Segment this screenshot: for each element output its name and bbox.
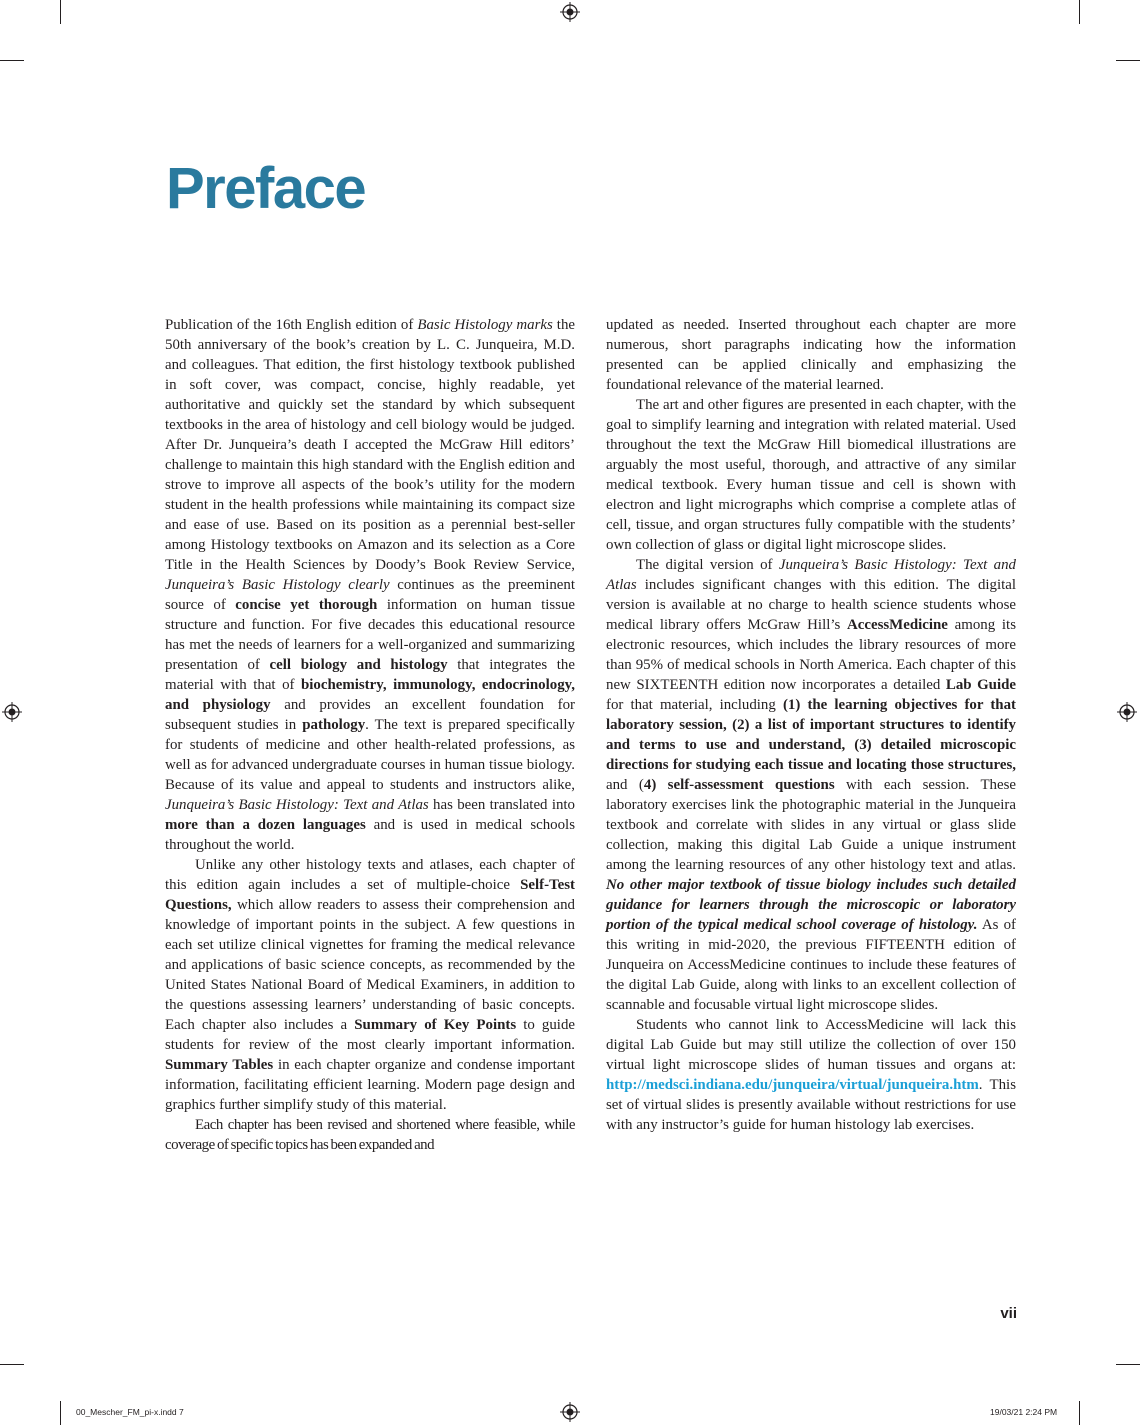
- paragraph: [606, 555, 1016, 1015]
- text-run: The digital version of: [636, 557, 779, 573]
- bold-run: more than a dozen languages: [165, 817, 366, 833]
- italic-run: Junqueira’s Basic Histology clearly: [165, 577, 390, 593]
- crop-mark: [1116, 1364, 1140, 1365]
- registration-mark-icon: [560, 2, 580, 22]
- crop-mark: [0, 60, 24, 61]
- text-run: Each chapter has been revised and shortened where feasible, while coverage of specific topics has been expanded and: [165, 1117, 575, 1153]
- bold-run: Summary of Key Points: [354, 1017, 517, 1033]
- slug-filename: 00_Mescher_FM_pi-x.indd 7: [76, 1407, 184, 1417]
- crop-mark: [60, 1401, 61, 1425]
- crop-mark: [1116, 60, 1140, 61]
- registration-mark-icon: [1117, 702, 1137, 722]
- text-run: includes significant changes with this edition. The digital version is available at no charge to health science students whose medical library offers McGraw Hill’s: [606, 577, 1016, 633]
- page-title: Preface: [166, 156, 366, 221]
- text-run: has been translated into: [428, 797, 575, 813]
- bold-run: pathology: [302, 717, 366, 733]
- bold-run: Lab Guide: [945, 677, 1016, 693]
- paragraph: [606, 395, 1016, 555]
- virtual-slides-link[interactable]: http://medsci.indiana.edu/junqueira/virtual/junqueira.htm: [606, 1077, 979, 1093]
- text-run: that integrates the material with that of: [165, 657, 575, 693]
- paragraph: [606, 315, 1016, 395]
- bold-run: AccessMedicine: [847, 617, 948, 633]
- paragraph: [165, 1115, 575, 1155]
- text-run: and (: [606, 777, 644, 793]
- bold-run: Summary Tables: [165, 1057, 274, 1073]
- registration-mark-icon: [2, 702, 22, 722]
- text-run: . The text is prepared specifically for students of medicine and other health-related professions, as well as for advanced undergraduate courses in human tissue biology. Because of its value and appeal to students and instructors alike,: [165, 717, 575, 793]
- page-number: vii: [1000, 1305, 1017, 1322]
- crop-mark: [0, 1364, 24, 1365]
- text-run: among its electronic resources, which includes the library resources of more than 95% of medical schools in North America. Each chapter of this new SIXTEENTH edition now incorporates a detailed: [606, 617, 1016, 693]
- registration-mark-icon: [560, 1402, 580, 1422]
- text-run: updated as needed. Inserted throughout each chapter are more numerous, short paragraphs indicating how the information presented can be applied clinically and emphasizing the foundational relevance of the material learned.: [606, 317, 1016, 393]
- italic-run: Junqueira’s Basic Histology: Text and Atlas: [165, 797, 429, 813]
- paragraph: [165, 855, 575, 1115]
- text-run: continues as the preeminent source of: [165, 577, 575, 613]
- text-run: and provides an excellent foundation for subsequent studies in: [165, 697, 575, 733]
- text-run: As of this writing in mid-2020, the previous FIFTEENTH edition of Junqueira on AccessMedicine continues to include these features of the digital Lab Guide, along with links to an excellent collection of scannable and focusable virtual light microscope slides.: [606, 917, 1016, 1013]
- bold-run: biochemistry, immunology, endocrinology, and physiology: [165, 677, 575, 713]
- text-run: which allow readers to assess their comprehension and knowledge of important points in the subject. A few questions in each set utilize clinical vignettes for framing the medical relevance and applications of basic science concepts, as recommended by the United States National Board of Medical Examiners, in addition to the questions assessing learners’ understanding of basic concepts. Each chapter also includes a: [165, 897, 575, 1033]
- text-column-right: [606, 315, 1016, 1135]
- paragraph: [165, 315, 575, 855]
- crop-mark: [1079, 0, 1080, 24]
- text-column-left: [165, 315, 575, 1155]
- text-run: for that material, including: [606, 697, 783, 713]
- bold-run: cell biology and histology: [269, 657, 448, 673]
- text-run: in each chapter organize and condense important information, facilitating efficient learning. Modern page design and graphics further simplify study of this material.: [165, 1057, 575, 1113]
- bold-italic-run: No other major textbook of tissue biology includes such detailed guidance for learners through the microscopic or laboratory portion of the typical medical school coverage of histology.: [606, 877, 1016, 933]
- text-run: Publication of the 16th English edition of: [165, 317, 418, 333]
- text-run: with each session. These laboratory exercises link the photographic material in the Junqueira textbook and correlate with slides in any virtual or glass slide collection, making this digital Lab Guide a unique instrument among the learning resources of any other histology text and atlas.: [606, 777, 1017, 873]
- italic-run: Junqueira’s Basic Histology: Text and Atlas: [606, 557, 1016, 593]
- crop-mark: [1079, 1401, 1080, 1425]
- slug-timestamp: 19/03/21 2:24 PM: [990, 1407, 1058, 1417]
- bold-run: concise yet thorough: [235, 597, 378, 613]
- text-run: information on human tissue structure and function. For five decades this educational resource has met the needs of learners for a well-organized and summarizing presentation of: [165, 597, 575, 673]
- bold-run: Self-Test Questions,: [165, 877, 575, 913]
- text-run: The art and other figures are presented in each chapter, with the goal to simplify learning and integration with related material. Used throughout the text the McGraw Hill biomedical illustrations are arguably the most useful, thorough, and attractive of any similar medical textbook. Every human tissue and cell is shown with electron and light micrographs which comprise a complete atlas of cell, tissue, and organ structures fully compatible with the students’ own collection of glass or digital light microscope slides.: [606, 397, 1016, 553]
- text-run: and is used in medical schools throughout the world.: [165, 817, 575, 853]
- text-run: . This set of virtual slides is presently available without restrictions for use with any instructor’s guide for human histology lab exercises.: [606, 1077, 1016, 1133]
- text-run: Students who cannot link to AccessMedicine will lack this digital Lab Guide but may still utilize the collection of over 150 virtual light microscope slides of human tissues and organs at:: [606, 1017, 1016, 1073]
- italic-run: Basic Histology marks: [417, 317, 553, 333]
- text-run: the 50th anniversary of the book’s creation by L. C. Junqueira, M.D. and colleagues. That edition, the first histology textbook published in soft cover, was compact, concise, highly readable, yet authoritative and quickly set the standard by which subsequent textbooks in the area of histology and cell biology would be judged. After Dr. Junqueira’s death I accepted the McGraw Hill editors’ challenge to maintain this high standard with the English edition and strove to improve all aspects of the book’s utility for the modern student in the health professions while maintaining its compact size and ease of use. Based on its position as a perennial best-seller among Histology textbooks on Amazon and its selection as a Core Title in the Health Sciences by Doody’s Book Review Service,: [165, 317, 575, 573]
- crop-mark: [60, 0, 61, 24]
- bold-run: 4) self-assessment questions: [643, 777, 835, 793]
- paragraph: [606, 1015, 1016, 1135]
- bold-run: (1) the learning objectives for that laboratory session, (2) a list of important structures to identify and terms to use and understand, (3) detailed microscopic directions for studying each tissue and locating those structures,: [606, 697, 1016, 773]
- text-run: to guide students for review of the most clearly important information.: [165, 1017, 576, 1053]
- text-run: Unlike any other histology texts and atlases, each chapter of this edition again includes a set of multiple-choice: [165, 857, 575, 893]
